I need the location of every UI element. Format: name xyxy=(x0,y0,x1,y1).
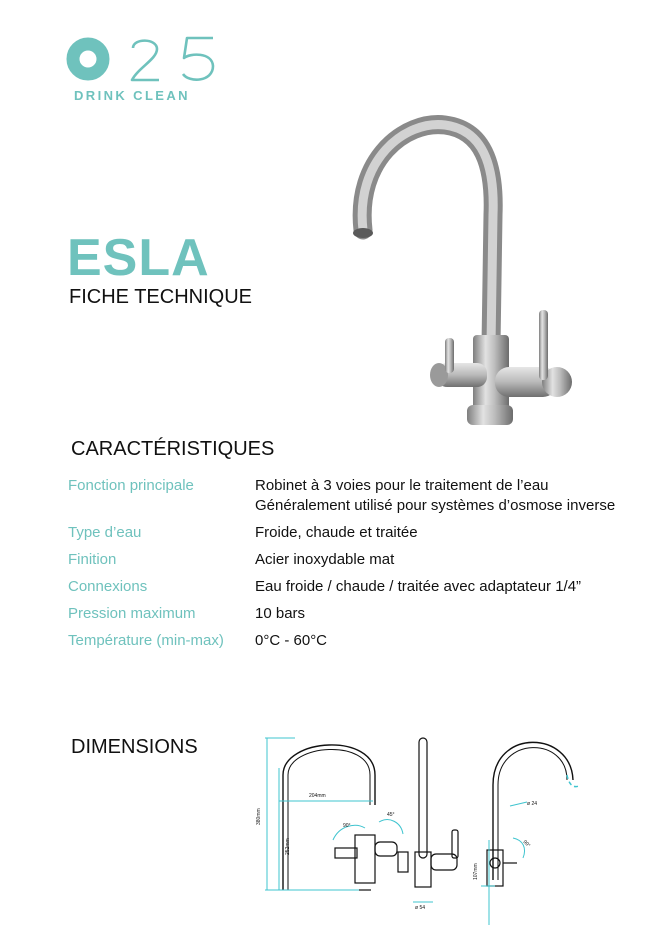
spec-value: Acier inoxydable mat xyxy=(255,551,395,568)
brand-tagline: DRINK CLEAN xyxy=(74,88,190,103)
spec-label: Température (min-max) xyxy=(68,632,224,649)
spec-row-temperature xyxy=(68,628,658,655)
front-view xyxy=(256,738,403,890)
brand-logo xyxy=(66,32,226,107)
dimensions-heading: DIMENSIONS xyxy=(71,736,198,758)
spec-label: Finition xyxy=(68,551,117,568)
spec-value-line: Généralement utilisé pour systèmes d’osmose inverse xyxy=(255,497,616,514)
characteristics-heading: CARACTÉRISTIQUES xyxy=(71,438,275,460)
total-height-label: 380mm xyxy=(256,808,262,825)
spec-value: Eau froide / chaude / traitée avec adaptateur 1/4” xyxy=(255,578,582,595)
base-diameter-label: ø 54 xyxy=(415,905,426,911)
dimensions-drawing xyxy=(255,730,595,930)
spec-row-connections xyxy=(68,574,658,601)
spec-value-line: Robinet à 3 voies pour le traitement de l’eau xyxy=(255,477,549,494)
logo-mark-icon xyxy=(66,32,226,87)
side-view xyxy=(398,738,458,911)
body-height-label: 252mm xyxy=(285,838,291,855)
spec-label: Connexions xyxy=(68,578,148,595)
spec-value xyxy=(255,473,615,520)
angle-right-label: 45° xyxy=(387,812,395,818)
document-subtitle: FICHE TECHNIQUE xyxy=(69,286,252,308)
spec-row-water-type xyxy=(68,520,658,547)
spec-row-finish xyxy=(68,547,658,574)
spout-diameter-label: ø 24 xyxy=(527,801,538,807)
angle-left-label: 90° xyxy=(343,823,351,829)
faucet-3-way-icon xyxy=(325,105,585,435)
spec-value: 0°C - 60°C xyxy=(255,632,328,649)
product-title: ESLA xyxy=(67,229,210,287)
lever-height-label: 107mm xyxy=(473,863,479,880)
spec-value: 10 bars xyxy=(255,605,306,622)
spec-label: Type d’eau xyxy=(68,524,142,541)
spec-row-function xyxy=(68,473,658,520)
spec-value: Froide, chaude et traitée xyxy=(255,524,418,541)
spec-label: Pression maximum xyxy=(68,605,196,622)
reach-label: 204mm xyxy=(309,793,326,799)
spec-row-pressure xyxy=(68,601,658,628)
characteristics-table xyxy=(68,473,658,655)
spec-label: Fonction principale xyxy=(68,477,194,494)
right-view xyxy=(473,742,579,925)
angle-side-label: 90° xyxy=(521,839,532,849)
